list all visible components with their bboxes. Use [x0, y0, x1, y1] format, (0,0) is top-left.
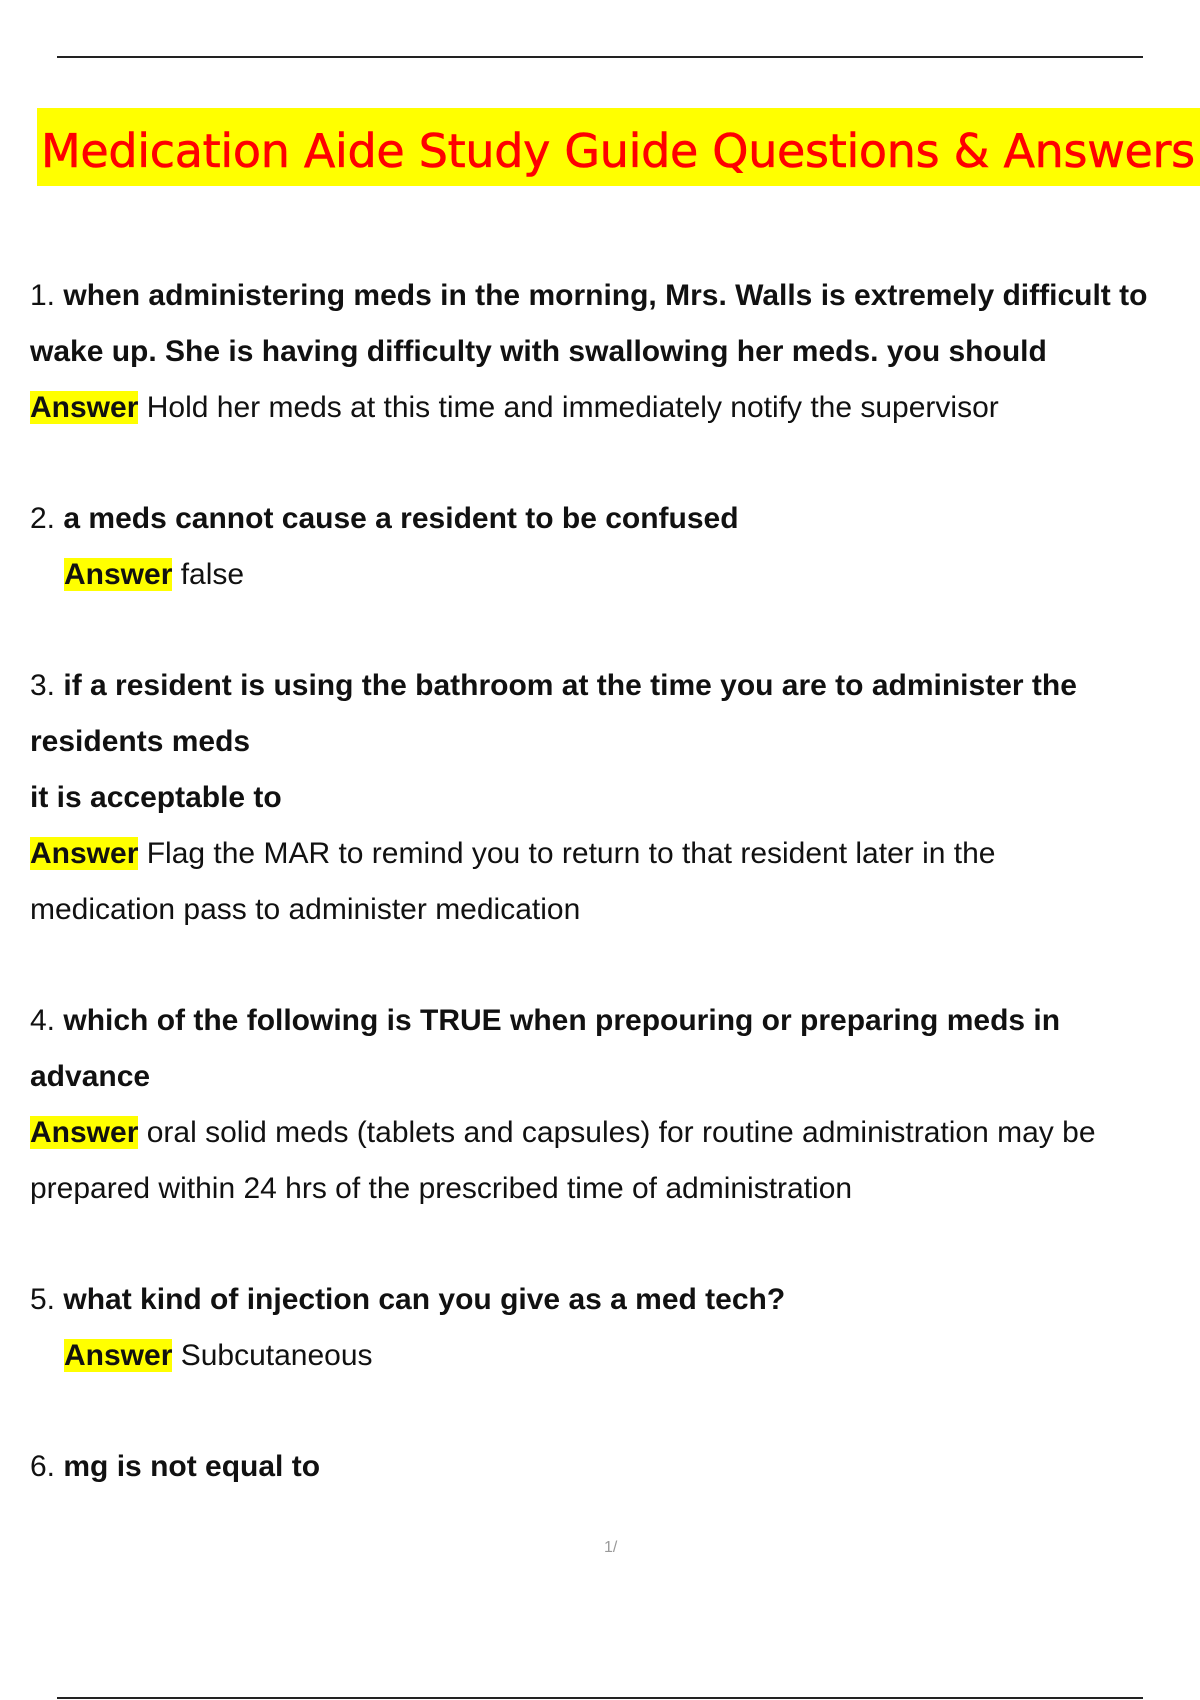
- answer-label: Answer: [30, 837, 139, 870]
- answer-text: oral solid meds (tablets and capsules) for routine administration may be: [146, 1116, 1096, 1149]
- answer-label: Answer: [64, 558, 173, 591]
- answer-line: [30, 826, 1200, 882]
- question-text: which of the following is TRUE when prepouring or preparing meds in: [63, 1004, 1061, 1037]
- question-line: [30, 1272, 1200, 1328]
- qa-item: [30, 993, 1200, 1217]
- answer-text: Hold her meds at this time and immediately notify the supervisor: [146, 391, 999, 424]
- question-number: 6.: [30, 1450, 56, 1483]
- question-line: [30, 658, 1200, 714]
- question-number: 3.: [30, 669, 56, 702]
- question-line: [30, 993, 1200, 1049]
- question-line: [30, 491, 1200, 547]
- qa-item: [30, 268, 1200, 436]
- question-text: mg is not equal to: [63, 1450, 321, 1483]
- qa-item: [30, 658, 1200, 938]
- page-title: Medication Aide Study Guide Questions & Answers: [41, 124, 1195, 178]
- answer-label: Answer: [30, 1116, 139, 1149]
- answer-text: prepared within 24 hrs of the prescribed time of administration: [30, 1172, 853, 1205]
- answer-text: Flag the MAR to remind you to return to that resident later in the: [146, 837, 996, 870]
- question-text: wake up. She is having difficulty with swallowing her meds. you should: [30, 335, 1047, 368]
- question-line: [30, 1049, 1200, 1105]
- answer-label: Answer: [30, 391, 139, 424]
- page-number: 1/: [604, 1539, 618, 1556]
- question-number: 2.: [30, 502, 56, 535]
- question-line: [30, 268, 1200, 324]
- question-line: [30, 324, 1200, 380]
- question-text: residents meds: [30, 725, 251, 758]
- qa-list: [30, 268, 1200, 1495]
- question-text: advance: [30, 1060, 151, 1093]
- question-number: 1.: [30, 279, 56, 312]
- question-number: 5.: [30, 1283, 56, 1316]
- header-rule: [57, 56, 1143, 58]
- question-line: [30, 1439, 1200, 1495]
- question-number: 4.: [30, 1004, 56, 1037]
- question-text: what kind of injection can you give as a med tech?: [63, 1283, 786, 1316]
- answer-text: medication pass to administer medication: [30, 893, 581, 926]
- answer-text: Subcutaneous: [180, 1339, 373, 1372]
- question-line: [30, 770, 1200, 826]
- footer-rule: [57, 1697, 1143, 1699]
- answer-label: Answer: [64, 1339, 173, 1372]
- question-line: [30, 714, 1200, 770]
- qa-item: [30, 1439, 1200, 1495]
- question-text: if a resident is using the bathroom at the time you are to administer the: [63, 669, 1077, 702]
- answer-line: [30, 882, 1200, 938]
- answer-line: [30, 1105, 1200, 1161]
- question-text: a meds cannot cause a resident to be confused: [63, 502, 739, 535]
- answer-line: [30, 547, 1200, 603]
- qa-item: [30, 1272, 1200, 1384]
- answer-line: [30, 1161, 1200, 1217]
- question-text: when administering meds in the morning, Mrs. Walls is extremely difficult to: [63, 279, 1148, 312]
- answer-line: [30, 1328, 1200, 1384]
- title-highlight: [37, 108, 1200, 186]
- answer-line: [30, 380, 1200, 436]
- answer-text: false: [180, 558, 245, 591]
- qa-item: [30, 491, 1200, 603]
- question-text: it is acceptable to: [30, 781, 282, 814]
